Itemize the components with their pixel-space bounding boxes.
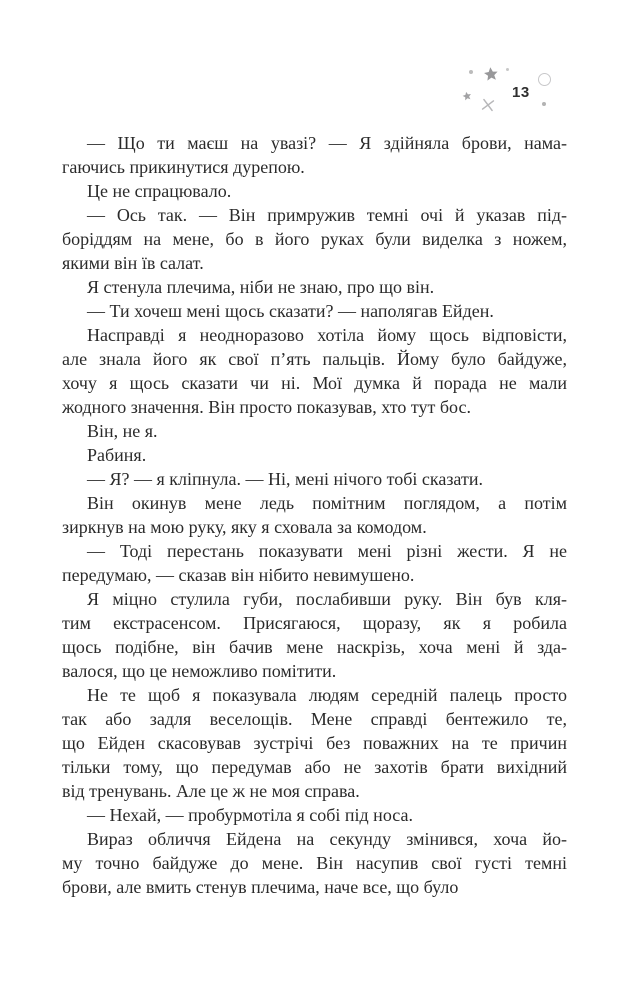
text-block bbox=[62, 131, 567, 899]
text-line: що Ейден скасовував зустрічі без поважних на те причин bbox=[62, 733, 567, 753]
paragraph bbox=[62, 491, 567, 539]
paragraph bbox=[62, 299, 567, 323]
paragraph bbox=[62, 803, 567, 827]
paragraph bbox=[62, 827, 567, 899]
paragraph bbox=[62, 539, 567, 587]
text-line: Він окинув мене ледь помітним поглядом, а потім bbox=[87, 493, 567, 513]
text-line: Я міцно стулила губи, послабивши руку. Він був кля- bbox=[87, 589, 567, 609]
text-line: Рабиня. bbox=[87, 445, 147, 465]
text-line: боріддям на мене, бо в його руках були виделка з ножем, bbox=[62, 229, 567, 249]
text-line: валося, що це неможливо помітити. bbox=[62, 661, 337, 681]
text-line: гаючись прикинутися дурепою. bbox=[62, 157, 305, 177]
paragraph bbox=[62, 683, 567, 803]
header-decoration bbox=[0, 0, 630, 130]
paragraph bbox=[62, 419, 567, 443]
dot-icon bbox=[506, 68, 509, 71]
star-icon bbox=[461, 90, 473, 102]
text-line: — Ось так. — Він примружив темні очі й указав під- bbox=[87, 205, 567, 225]
text-line: — Ти хочеш мені щось сказати? — наполягав Ейден. bbox=[87, 301, 494, 321]
text-line: Він, не я. bbox=[87, 421, 158, 441]
text-line: брови, але вмить стенув плечима, наче все, що було bbox=[62, 877, 459, 897]
text-line: — Що ти маєш на увазі? — Я здійняла брови, нама- bbox=[87, 133, 567, 153]
text-line: хочу я щось сказати чи ні. Мої думка й порада не мали bbox=[62, 373, 567, 393]
dot-icon bbox=[469, 70, 473, 74]
text-line: від тренувань. Але це ж не моя справа. bbox=[62, 781, 360, 801]
text-line: щось подібне, він бачив мене наскрізь, хоча мені й зда- bbox=[62, 637, 567, 657]
text-line: Вираз обличчя Ейдена на секунду змінився, хоча йо- bbox=[87, 829, 567, 849]
text-line: зиркнув на мою руку, яку я сховала за комодом. bbox=[62, 517, 427, 537]
page-number: 13 bbox=[512, 84, 530, 101]
sparkle-cross-icon bbox=[480, 97, 496, 113]
paragraph bbox=[62, 323, 567, 419]
text-line: передумаю, — сказав він нібито невимушено. bbox=[62, 565, 415, 585]
paragraph bbox=[62, 131, 567, 179]
circle-outline-icon bbox=[538, 73, 551, 86]
paragraph bbox=[62, 467, 567, 491]
paragraph bbox=[62, 443, 567, 467]
text-line: жодного значення. Він просто показував, хто тут бос. bbox=[62, 397, 471, 417]
text-line: — Нехай, — пробурмотіла я собі під носа. bbox=[87, 805, 413, 825]
text-line: тим екстрасенсом. Присягаюся, щоразу, як я робила bbox=[62, 613, 567, 633]
paragraph bbox=[62, 203, 567, 275]
paragraph bbox=[62, 275, 567, 299]
text-line: — Я? — я кліпнула. — Ні, мені нічого тобі сказати. bbox=[87, 469, 483, 489]
text-line: — Тоді перестань показувати мені різні жести. Я не bbox=[87, 541, 567, 561]
paragraph bbox=[62, 587, 567, 683]
text-line: Я стенула плечима, ніби не знаю, про що він. bbox=[87, 277, 435, 297]
text-line: тільки тому, що передумав або не захотів брати вихідний bbox=[62, 757, 567, 777]
text-line: му точно байдуже до мене. Він насупив свої густі темні bbox=[62, 853, 567, 873]
text-line: Насправді я неодноразово хотіла йому щось відповісти, bbox=[87, 325, 567, 345]
text-line: Не те щоб я показувала людям середній палець просто bbox=[87, 685, 567, 705]
text-line: Це не спрацювало. bbox=[87, 181, 232, 201]
text-line: так або задля веселощів. Мене справді бентежило те, bbox=[62, 709, 567, 729]
dot-icon bbox=[542, 102, 546, 106]
paragraph bbox=[62, 179, 567, 203]
text-line: але знала його як свої п’ять пальців. Йому було байдуже, bbox=[62, 349, 567, 369]
text-line: якими він їв салат. bbox=[62, 253, 204, 273]
star-icon bbox=[482, 65, 500, 83]
